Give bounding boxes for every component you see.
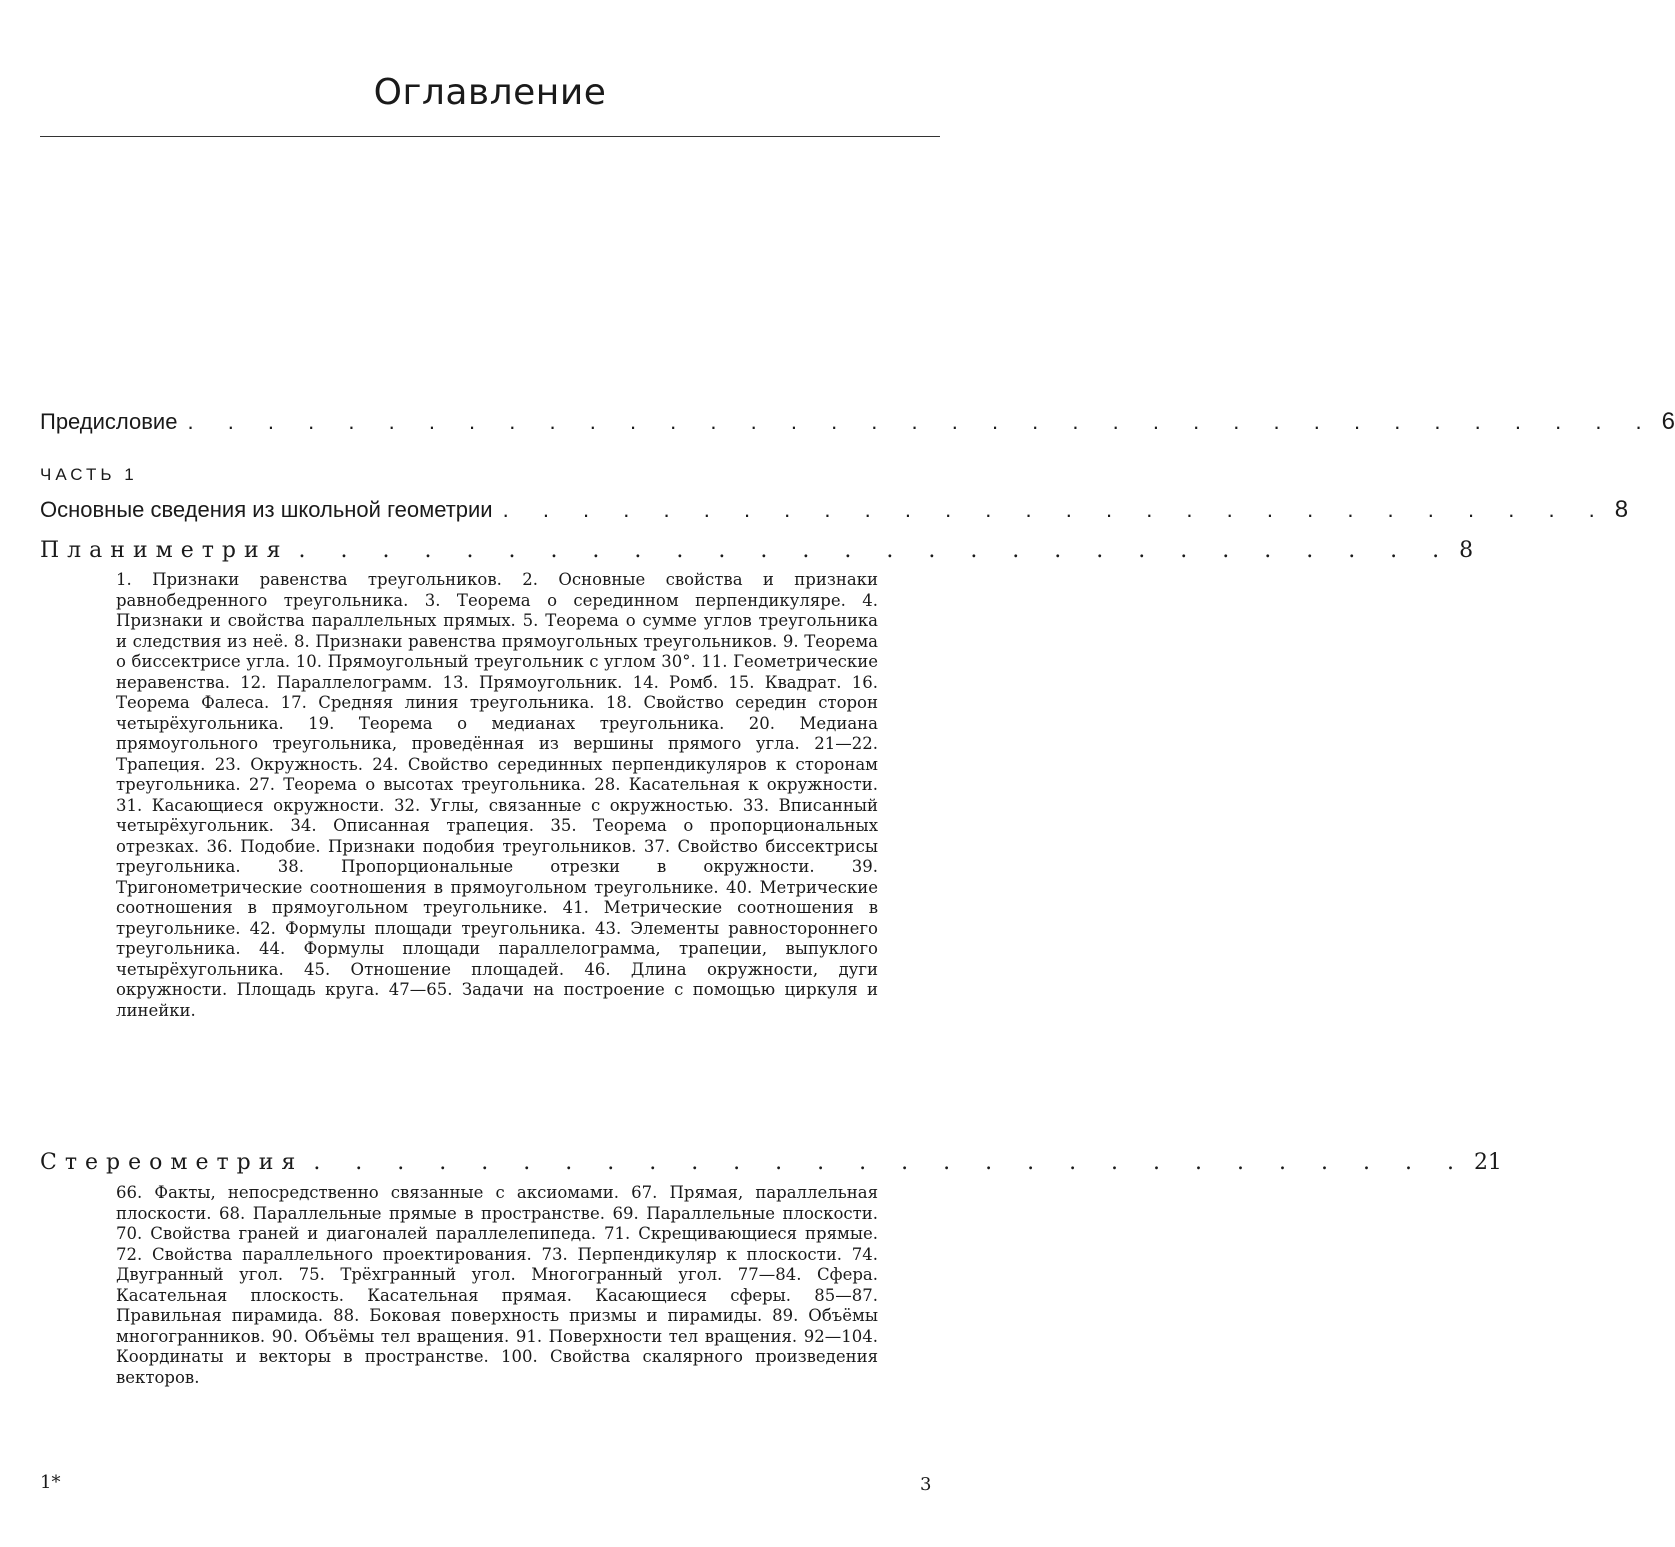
stereometry-contents: 66. Факты, непосредственно связанные с аксиомами. 67. Прямая, параллельная плоскости. 68. Параллельные прямые в пространстве. 69. Параллельные плоскости. 70. Свойства граней и диагоналей параллелепипеда. 71. Скрещивающиеся прямые. 72. Свойства параллельного проектирования. 73. Перпендикуляр к плоскости. 74. Двугранный угол. 75. Трёхгранный угол. Многогранный угол. 77—84. Сфера. Касательная плоскость. Касательная прямая. Касающиеся сферы. 85—87. Правильная пирамида. 88. Боковая поверхность призмы и пирамиды. 89. Объёмы многогранников. 90. Объёмы тел вращения. 91. Поверхности тел вращения. 92—104. Координаты и векторы в пространстве. 100. Свойства скалярного произведения векторов. [116,1183,878,1387]
toc-entry-label: Стереометрия [40,1150,304,1175]
toc-entry-label: Предисловие [40,409,178,434]
toc-entry-page: 8 [1459,538,1474,563]
toc-entry-page: 21 [1473,1150,1502,1175]
leader-dots: . . . . . . . . . . . . . . . . . . . . . . . . . . . . . . . . . . . . . [187,409,1656,434]
toc-entry-label: Основные сведения из школьной геометрии [40,497,493,522]
leader-dots: . . . . . . . . . . . . . . . . . . . . . . . . . . . . [298,538,1454,563]
toc-entry-planimetry[interactable] [40,538,1474,563]
page-number: 3 [920,1474,932,1495]
toc-entry-page: 6 [1661,408,1675,435]
leader-dots: . . . . . . . . . . . . . . . . . . . . . . . . . . . . [313,1150,1468,1175]
title-rule [40,136,940,137]
toc-entry-preface[interactable] [40,408,1675,436]
toc-entry-label: Планиметрия [40,538,289,563]
toc-entry-page: 8 [1614,496,1629,523]
leader-dots: . . . . . . . . . . . . . . . . . . . . . . . . . . . . [502,497,1609,522]
page-title: Оглавление [373,72,607,113]
part-label: ЧАСТЬ 1 [40,465,138,484]
printer-signature: 1* [40,1472,61,1493]
toc-entry-stereometry[interactable] [40,1150,1502,1175]
toc-entry-part1[interactable] [40,496,1629,524]
planimetry-contents: 1. Признаки равенства треугольников. 2. Основные свойства и признаки равнобедренного треугольника. 3. Теорема о серединном перпендикуляре. 4. Признаки и свойства параллельных прямых. 5. Теорема о сумме углов треугольника и следствия из неё. 8. Признаки равенства прямоугольных треугольников. 9. Теорема о биссектрисе угла. 10. Прямоугольный треугольник с углом 30°. 11. Геометрические неравенства. 12. Параллелограмм. 13. Прямоугольник. 14. Ромб. 15. Квадрат. 16. Теорема Фалеса. 17. Средняя линия треугольника. 18. Свойство середин сторон четырёхугольника. 19. Теорема о медианах треугольника. 20. Медиана прямоугольного треугольника, проведённая из вершины прямого угла. 21—22. Трапеция. 23. Окружность. 24. Свойство серединных перпендикуляров к сторонам треугольника. 27. Теорема о высотах треугольника. 28. Касательная к окружности. 31. Касающиеся окружности. 32. Углы, связанные с окружностью. 33. Вписанный четырёхугольник. 34. Описанная трапеция. 35. Теорема о пропорциональных отрезках. 36. Подобие. Признаки подобия треугольников. 37. Свойство биссектрисы треугольника. 38. Пропорциональные отрезки в окружности. 39. Тригонометрические соотношения в прямоугольном треугольнике. 40. Метрические соотношения в прямоугольном треугольнике. 41. Метрические соотношения в треугольнике. 42. Формулы площади треугольника. 43. Элементы равностороннего треугольника. 44. Формулы площади параллелограмма, трапеции, выпуклого четырёхугольника. 45. Отношение площадей. 46. Длина окружности, дуги окружности. Площадь круга. 47—65. Задачи на построение с помощью циркуля и линейки. [116,570,878,1020]
